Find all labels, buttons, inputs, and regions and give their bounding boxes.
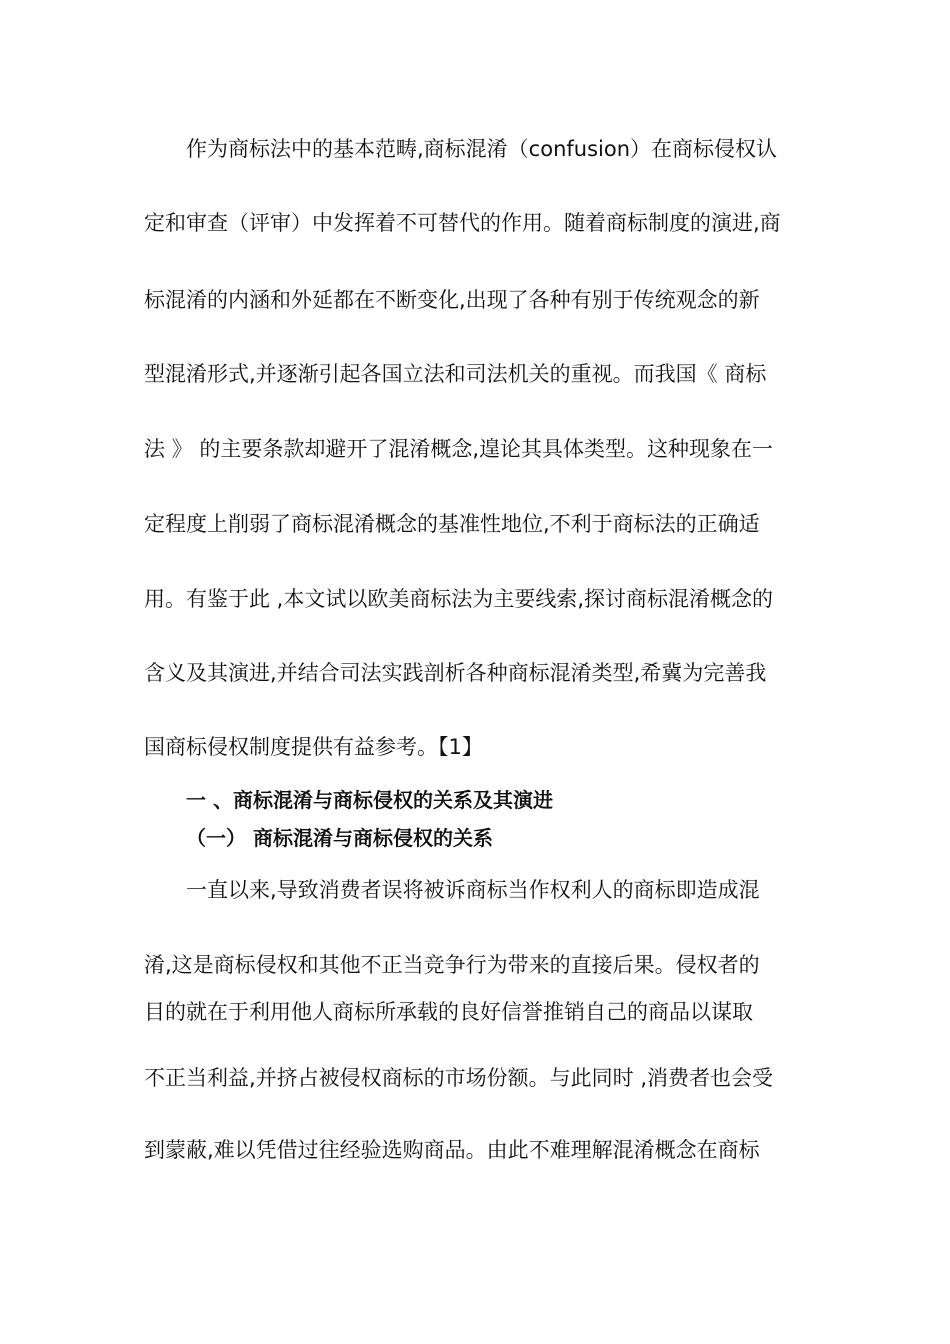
text-line: 用。有鉴于此 ,本文试以欧美商标法为主要线索,探讨商标混淆概念的 (144, 587, 774, 611)
text-line: 一直以来,导致消费者误将被诉商标当作权利人的商标即造成混 (186, 878, 760, 902)
text-line: 含义及其演进,并结合司法实践剖析各种商标混淆类型,希冀为完善我 (144, 661, 767, 685)
text-line: 法 》 的主要条款却避开了混淆概念,遑论其具体类型。这种现象在一 (144, 437, 774, 461)
text-line: 国商标侵权制度提供有益参考。【1】 (144, 735, 483, 759)
text-line: 到蒙蔽,难以凭借过往经验选购商品。由此不难理解混淆概念在商标 (144, 1138, 760, 1162)
text-line: 不正当利益,并挤占被侵权商标的市场份额。与此同时 ,消费者也会受 (144, 1066, 774, 1090)
text-line: 目的就在于利用他人商标所承载的良好信誉推销自己的商品以谋取 (144, 1000, 753, 1024)
text-line: 标混淆的内涵和外延都在不断变化,出现了各种有别于传统观念的新 (144, 288, 760, 312)
text-line: 作为商标法中的基本范畴,商标混淆（confusion）在商标侵权认 (186, 137, 778, 161)
text-line: 定程度上削弱了商标混淆概念的基准性地位,不利于商标法的正确适 (144, 512, 760, 536)
text-line: 定和审查（评审）中发挥着不可替代的作用。随着商标制度的演进,商 (144, 211, 781, 235)
section-heading: 一 、商标混淆与商标侵权的关系及其演进 (186, 788, 553, 812)
subsection-heading: （一） 商标混淆与商标侵权的关系 (186, 826, 493, 850)
text-line: 淆,这是商标侵权和其他不正当竞争行为带来的直接后果。侵权者的 (144, 953, 760, 977)
text-line: 型混淆形式,并逐渐引起各国立法和司法机关的重视。而我国《 商标 (144, 362, 767, 386)
